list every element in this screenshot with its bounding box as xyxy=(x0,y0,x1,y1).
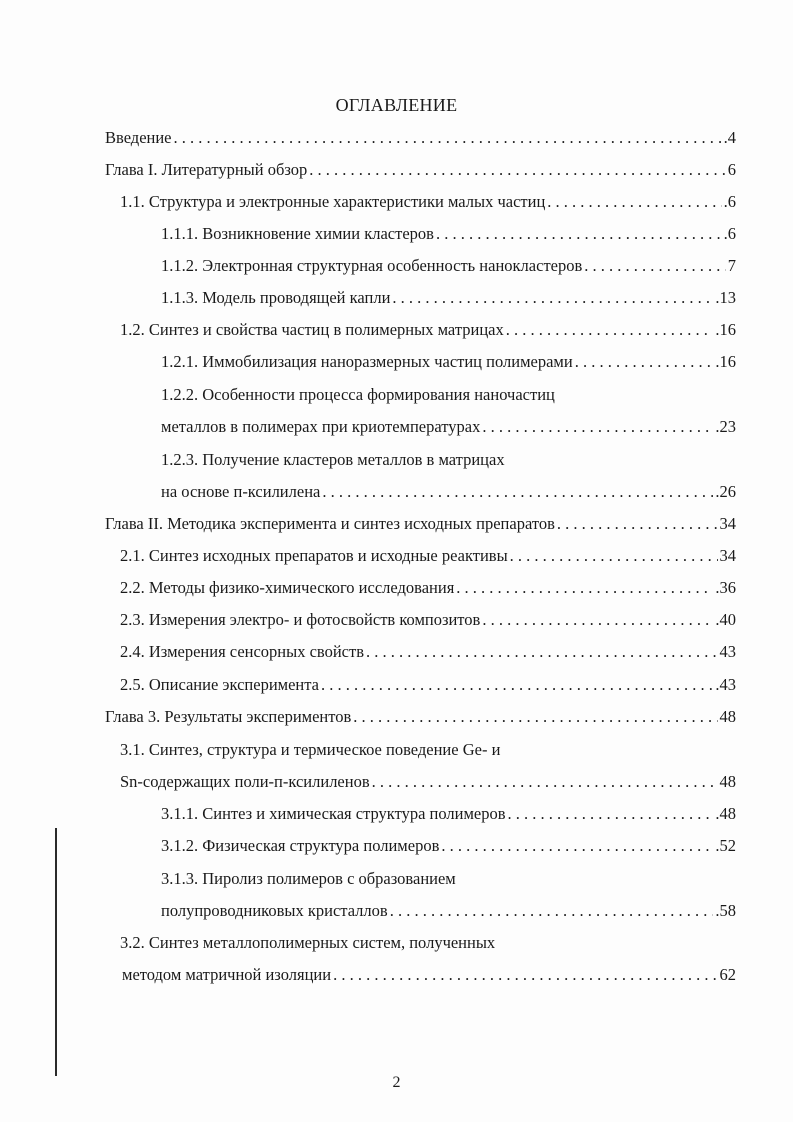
dot-leader xyxy=(392,286,713,310)
dot-leader xyxy=(174,126,722,150)
toc-entry-2-4: 2.4. Измерения сенсорных свойств . . . 43 xyxy=(120,640,736,664)
toc-entry-chapter-3: Глава 3. Результаты экспериментов . . . 48 xyxy=(105,705,736,729)
dot-leader xyxy=(436,222,722,246)
toc-page-number: 6 xyxy=(727,160,736,179)
dot-leader xyxy=(333,963,717,987)
toc-entry-1-2-1: 1.2.1. Иммобилизация наноразмерных частиц полимерами . . . .16 xyxy=(161,350,736,374)
dot-leader xyxy=(547,190,721,214)
dot-leader xyxy=(456,576,713,600)
toc-entry-chapter-1: Глава I. Литературный обзор . . . 6 xyxy=(105,158,736,182)
toc-page-number: .26 xyxy=(715,482,736,501)
toc-page-number: .16 xyxy=(715,352,736,371)
toc-page-number: .58 xyxy=(715,901,736,920)
toc-entry-1-1-2: 1.1.2. Электронная структурная особенность нанокластеров . . . 7 xyxy=(161,254,736,278)
toc-entry-1-2-2: металлов в полимерах при криотемпературах . . . .23 xyxy=(161,415,736,439)
toc-entry-chapter-2: Глава II. Методика эксперимента и синтез исходных препаратов . . . 34 xyxy=(105,512,736,536)
toc-entry-3-1: Sn-содержащих поли-п-ксилиленов . . . 48 xyxy=(120,770,736,794)
dot-leader xyxy=(372,770,718,794)
dot-leader xyxy=(322,480,713,504)
toc-entry-3-1-title: 3.1. Синтез, структура и термическое поведение Ge- и xyxy=(120,740,501,759)
page-title: ОГЛАВЛЕНИЕ xyxy=(335,95,458,115)
toc-page-number: .6 xyxy=(723,224,736,243)
toc-page-number: 48 xyxy=(719,707,736,726)
dot-leader xyxy=(508,802,714,826)
dot-leader xyxy=(353,705,717,729)
toc-entry-3-1-3-title: 3.1.3. Пиролиз полимеров с образованием xyxy=(161,869,456,888)
dot-leader xyxy=(575,350,714,374)
toc-entry-1-1-3: 1.1.3. Модель проводящей капли . . . .13 xyxy=(161,286,736,310)
toc-entry-2-3: 2.3. Измерения электро- и фотосвойств композитов . . . .40 xyxy=(120,608,736,632)
toc-page-number: 34 xyxy=(719,546,736,565)
dot-leader xyxy=(321,673,713,697)
dot-leader xyxy=(482,415,713,439)
dot-leader xyxy=(366,640,718,664)
dot-leader xyxy=(309,158,725,182)
toc-entry-1-2-3-title: 1.2.3. Получение кластеров металлов в матрицах xyxy=(161,450,505,469)
dot-leader xyxy=(390,899,714,923)
dot-leader xyxy=(441,834,713,858)
toc-entry-2-2: 2.2. Методы физико-химического исследования . . . .36 xyxy=(120,576,736,600)
toc-entry-3-1-1: 3.1.1. Синтез и химическая структура полимеров . . . .48 xyxy=(161,802,736,826)
toc-entry-2-1: 2.1. Синтез исходных препаратов и исходные реактивы . . . 34 xyxy=(120,544,736,568)
toc-entry-3-2-title: 3.2. Синтез металлополимерных систем, полученных xyxy=(120,933,496,952)
toc-page-number: 48 xyxy=(719,772,736,791)
page-number: 2 xyxy=(392,1074,401,1091)
toc-entry-1-2-3: на основе п-ксилилена . . . .26 xyxy=(161,480,736,504)
toc-page-number: .13 xyxy=(715,288,736,307)
toc-page-number: 34 xyxy=(719,514,736,533)
toc-page-number: .43 xyxy=(715,675,736,694)
toc-entry-introduction: Введение . . . .4 xyxy=(105,126,736,150)
dot-leader xyxy=(510,544,718,568)
toc-page-number: .36 xyxy=(715,578,736,597)
toc-entry-1-1: 1.1. Структура и электронные характеристики малых частиц . . . .6 xyxy=(120,190,736,214)
scan-margin-line xyxy=(55,828,57,1076)
toc-page-number: .40 xyxy=(715,610,736,629)
dot-leader xyxy=(482,608,713,632)
toc-page-number: .48 xyxy=(715,804,736,823)
toc-entry-1-1-1: 1.1.1. Возникновение химии кластеров . . . .6 xyxy=(161,222,736,246)
toc-page-number: 62 xyxy=(719,965,736,984)
dot-leader xyxy=(506,318,714,342)
dot-leader xyxy=(557,512,718,536)
toc-page-number: .16 xyxy=(715,320,736,339)
toc-page-number: .23 xyxy=(715,417,736,436)
toc-entry-3-1-3: полупроводниковых кристаллов . . . .58 xyxy=(161,899,736,923)
toc-entry-3-2: методом матричной изоляции . . . 62 xyxy=(122,963,736,987)
toc-page-number: .52 xyxy=(715,836,736,855)
dot-leader xyxy=(584,254,725,278)
toc-entry-1-2-2-title: 1.2.2. Особенности процесса формирования наночастиц xyxy=(161,385,555,404)
toc-entry-2-5: 2.5. Описание эксперимента . . . .43 xyxy=(120,673,736,697)
toc-page-number: 43 xyxy=(719,642,736,661)
toc-entry-1-2: 1.2. Синтез и свойства частиц в полимерных матрицах . . . .16 xyxy=(120,318,736,342)
toc-page-number: 7 xyxy=(727,256,736,275)
toc-entry-3-1-2: 3.1.2. Физическая структура полимеров . . . .52 xyxy=(161,834,736,858)
toc-page-number: .4 xyxy=(723,128,736,147)
toc-page-number: .6 xyxy=(723,192,736,211)
